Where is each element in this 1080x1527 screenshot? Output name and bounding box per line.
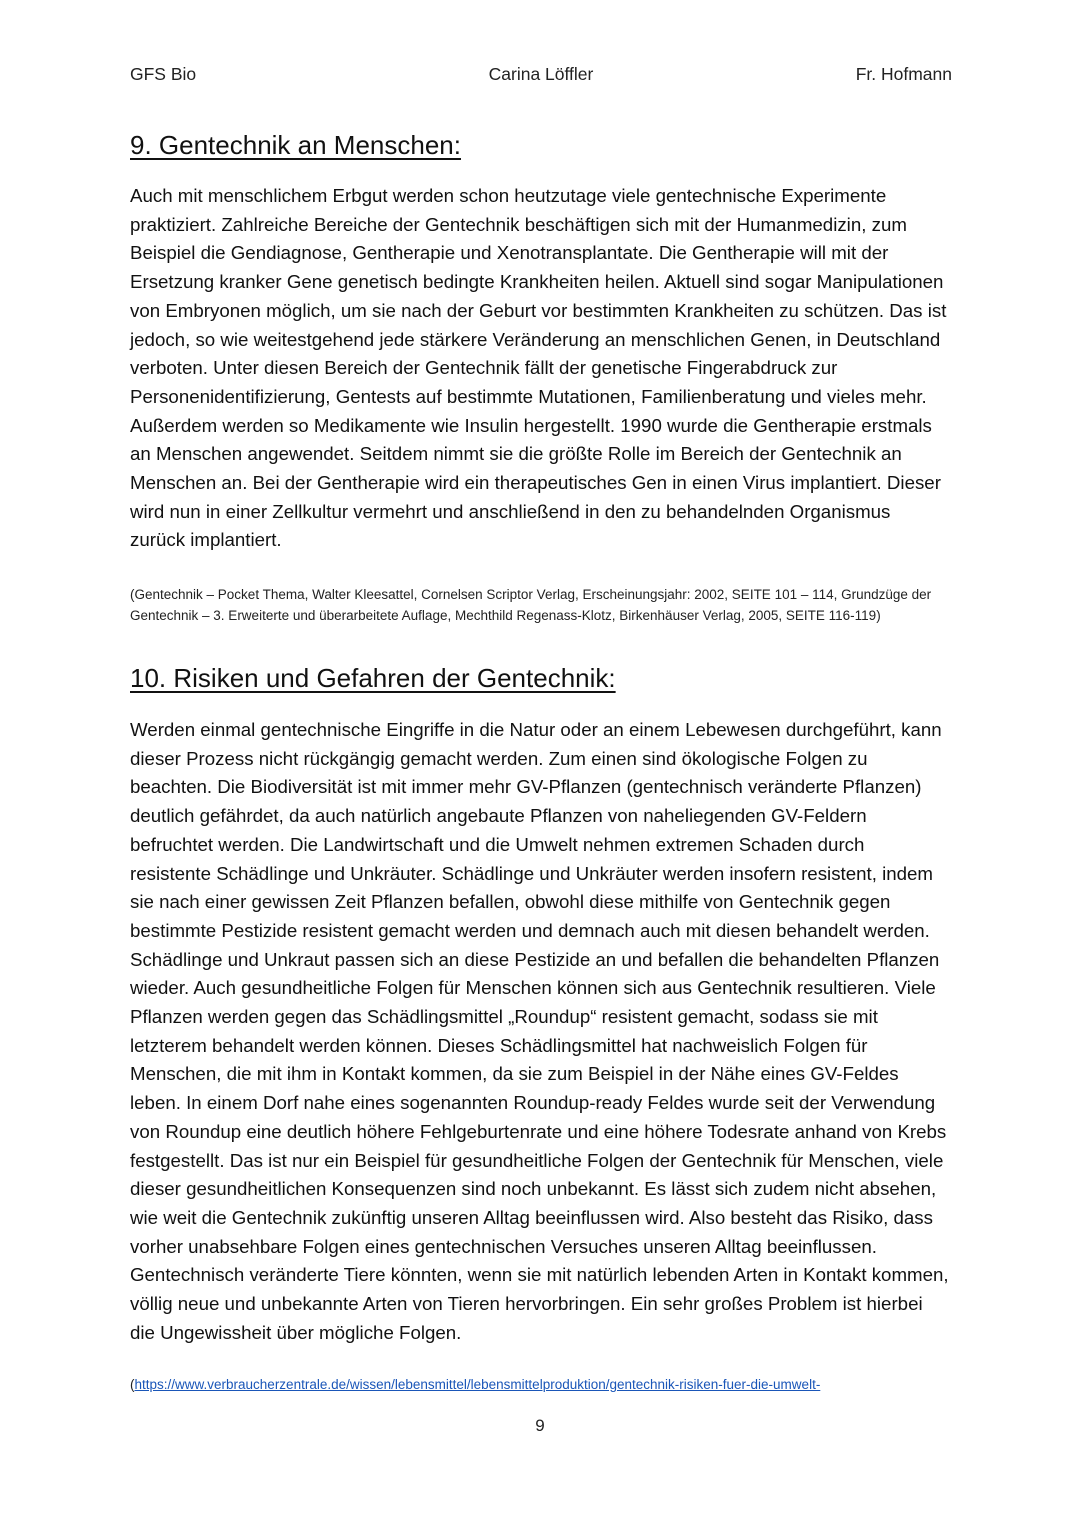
header-teacher: Fr. Hofmann bbox=[855, 64, 952, 84]
header-author: Carina Löffler bbox=[488, 64, 594, 84]
header-course: GFS Bio bbox=[130, 64, 197, 84]
section-heading-gentechnik-menschen: 9. Gentechnik an Menschen: bbox=[130, 130, 461, 160]
page-header bbox=[130, 64, 952, 88]
source-url-link[interactable]: https://www.verbraucherzentrale.de/wissen/lebensmittel/lebensmittelproduktion/gentechnik-risiken-fuer-die-umwelt- bbox=[134, 1377, 821, 1392]
section-heading-risiken-gefahren: 10. Risiken und Gefahren der Gentechnik: bbox=[130, 663, 616, 693]
section-body-risiken-gefahren: Werden einmal gentechnische Eingriffe in die Natur oder an einem Lebewesen durchgeführt, kann dieser Prozess nicht rückgängig gemacht werden. Zum einen sind ökologische Folgen zu beachten. Die Biodiversität ist mit immer mehr GV-Pflanzen (gentechnisch veränderte Pflanzen) deutlich gefährdet, da auch natürlich angebaute Pflanzen von naheliegenden GV-Feldern befruchtet werden. Die Landwirtschaft und die Umwelt nehmen extremen Schaden durch resistente Schädlinge und Unkräuter. Schädlinge und Unkräuter werden insofern resistent, indem sie nach einer gewissen Zeit Pflanzen befallen, obwohl diese mithilfe von Gentechnik gegen bestimmte Pestizide resistent gemacht werden und demnach auch mit diesen behandelt werden. Schädlinge und Unkraut passen sich an diese Pestizide an und befallen die behandelten Pflanzen wieder. Auch gesundheitliche Folgen für Menschen können sich aus Gentechnik resultieren. Viele Pflanzen werden gegen das Schädlingsmittel „Roundup“ resistent gemacht, sodass sie mit letzterem behandelt werden können. Dieses Schädlingsmittel hat nachweislich Folgen für Menschen, die mit ihm in Kontakt kommen, da sie zum Beispiel in der Nähe eines GV-Feldes leben. In einem Dorf nahe eines sogenannten Roundup-ready Feldes wurde seit der Verwendung von Roundup eine deutlich höhere Fehlgeburtenrate und eine höhere Todesrate anhand von Krebs festgestellt. Das ist nur ein Beispiel für gesundheitliche Folgen der Gentechnik für Menschen, viele dieser gesundheitlichen Konsequenzen sind noch unbekannt. Es lässt sich zudem nicht absehen, wie weit die Gentechnik zukünftig unseren Alltag beeinflussen wird. Also besteht das Risiko, dass vorher unabsehbare Folgen eines gentechnischen Versuches unseren Alltag beeinflussen. Gentechnisch veränderte Tiere könnten, wenn sie mit natürlich lebenden Arten in Kontakt kommen, völlig neue und unbekannte Arten von Tieren hervorbringen. Ein sehr großes Problem ist hierbei die Ungewissheit über mögliche Folgen. bbox=[130, 719, 949, 1343]
source-open-paren: ( bbox=[130, 1377, 135, 1392]
section-source-link-line bbox=[130, 1377, 950, 1392]
section-source-citation: (Gentechnik – Pocket Thema, Walter Kleesattel, Cornelsen Scriptor Verlag, Erscheinungsjahr: 2002, SEITE 101 – 114, Grundzüge der Gentechnik – 3. Erweiterte und überarbeitete Auflage, Mechthild Regenass-Klotz, Birkenhäuser Verlag, 2005, SEITE 116-119) bbox=[130, 587, 932, 623]
page-number: 9 bbox=[535, 1416, 545, 1435]
section-body-gentechnik-menschen: Auch mit menschlichem Erbgut werden schon heutzutage viele gentechnische Experimente praktiziert. Zahlreiche Bereiche der Gentechnik beschäftigen sich mit der Humanmedizin, zum Beispiel die Gendiagnose, Gentherapie und Xenotransplantate. Die Gentherapie will mit der Ersetzung kranker Gene genetisch bedingte Krankheiten heilen. Aktuell sind sogar Manipulationen von Embryonen möglich, um sie nach der Geburt vor bestimmten Krankheiten zu schützen. Das ist jedoch, so wie weitestgehend jede stärkere Veränderung an menschlichen Genen, in Deutschland verboten. Unter diesen Bereich der Gentechnik fällt der genetische Fingerabdruck zur Personenidentifizierung, Gentests auf bestimmte Mutationen, Familienberatung und vieles mehr. Außerdem werden so Medikamente wie Insulin hergestellt. 1990 wurde die Gentherapie erstmals an Menschen angewendet. Seitdem nimmt sie die größte Rolle im Bereich der Gentechnik an Menschen an. Bei der Gentherapie wird ein therapeutisches Gen in einen Virus implantiert. Dieser wird nun in einer Zellkultur vermehrt und anschließend in den zu behandelnden Organismus zurück implantiert. bbox=[130, 185, 947, 551]
